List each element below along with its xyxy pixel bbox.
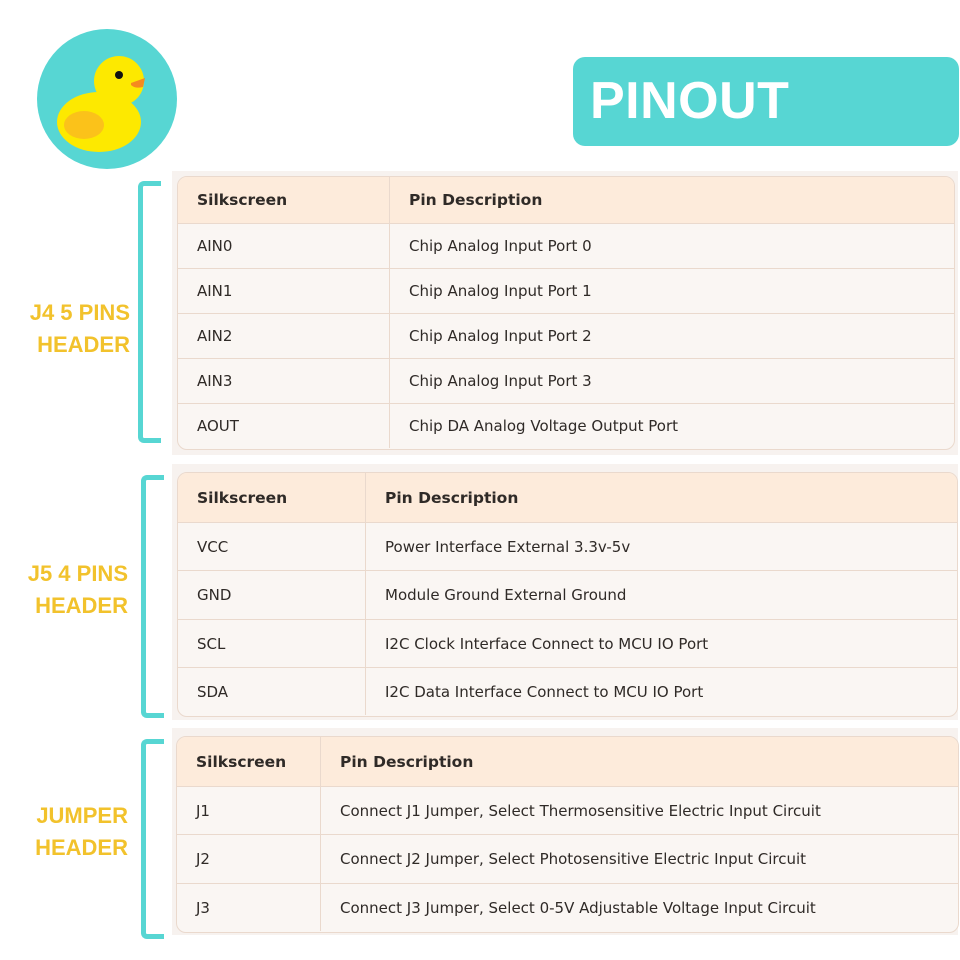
table-row (178, 522, 957, 570)
pinout-banner (573, 57, 959, 146)
table-row (178, 358, 954, 403)
pin-description: Chip Analog Input Port 2 (409, 327, 592, 345)
group-label-line2: HEADER (35, 835, 128, 860)
table-row (177, 834, 958, 883)
column-header-silkscreen: Silkscreen (177, 737, 321, 786)
page-title: PINOUT (590, 72, 790, 130)
pin-description: I2C Clock Interface Connect to MCU IO Port (385, 634, 709, 653)
pin-description: Chip DA Analog Voltage Output Port (409, 417, 678, 435)
pin-name: AOUT (178, 404, 390, 448)
pin-description: Connect J2 Jumper, Select Photosensitive Electric Input Circuit (340, 850, 807, 868)
pin-name: AIN2 (178, 314, 390, 358)
pin-description: Chip Analog Input Port 0 (409, 237, 592, 255)
pin-name: J3 (177, 884, 321, 931)
group-label (0, 297, 130, 361)
pin-description: Power Interface External 3.3v-5v (385, 537, 631, 556)
pin-description: Connect J1 Jumper, Select Thermosensitive Electric Input Circuit (340, 801, 821, 820)
group-label-line1: J5 4 PINS (27, 561, 128, 586)
table-row (178, 403, 954, 448)
group-label (0, 800, 128, 864)
pin-name: AIN3 (178, 359, 390, 403)
pinout-table-j4 (177, 176, 955, 450)
group-label-line2: HEADER (35, 593, 128, 618)
logo-badge (37, 29, 177, 169)
pin-name: AIN1 (178, 269, 390, 313)
column-header-description: Pin Description (340, 752, 474, 771)
pinout-table-j5 (177, 472, 958, 717)
table-row (178, 313, 954, 358)
table-row (178, 667, 957, 715)
pinout-table-jumper (176, 736, 959, 933)
column-header-description: Pin Description (385, 488, 519, 507)
pin-description: Module Ground External Ground (385, 586, 627, 604)
pin-name: J2 (177, 835, 321, 883)
pin-name: AIN0 (178, 224, 390, 268)
pin-description: I2C Data Interface Connect to MCU IO Port (385, 682, 704, 701)
table-header-row (178, 473, 957, 522)
pin-name: VCC (178, 523, 366, 570)
pin-description: Chip Analog Input Port 3 (409, 372, 592, 390)
group-label-line1: JUMPER (36, 803, 128, 828)
group-bracket (141, 475, 164, 718)
pin-name: GND (178, 571, 366, 619)
column-header-description: Pin Description (409, 191, 543, 209)
group-label-line2: HEADER (37, 332, 130, 357)
group-bracket (138, 181, 161, 443)
table-row (178, 268, 954, 313)
table-header-row (178, 177, 954, 223)
pin-name: SCL (178, 620, 366, 667)
table-row (177, 786, 958, 834)
pin-description: Chip Analog Input Port 1 (409, 282, 592, 300)
pin-name: J1 (177, 787, 321, 834)
pin-description: Connect J3 Jumper, Select 0-5V Adjustable Voltage Input Circuit (340, 898, 816, 917)
group-label-line1: J4 5 PINS (29, 300, 130, 325)
table-row (178, 223, 954, 268)
group-bracket (141, 739, 164, 939)
column-header-silkscreen: Silkscreen (178, 177, 390, 223)
rubber-duck-icon (37, 29, 177, 169)
column-header-silkscreen: Silkscreen (178, 473, 366, 522)
group-label (0, 558, 128, 622)
table-header-row (177, 737, 958, 786)
table-row (178, 570, 957, 619)
table-row (177, 883, 958, 931)
pin-name: SDA (178, 668, 366, 715)
table-row (178, 619, 957, 667)
